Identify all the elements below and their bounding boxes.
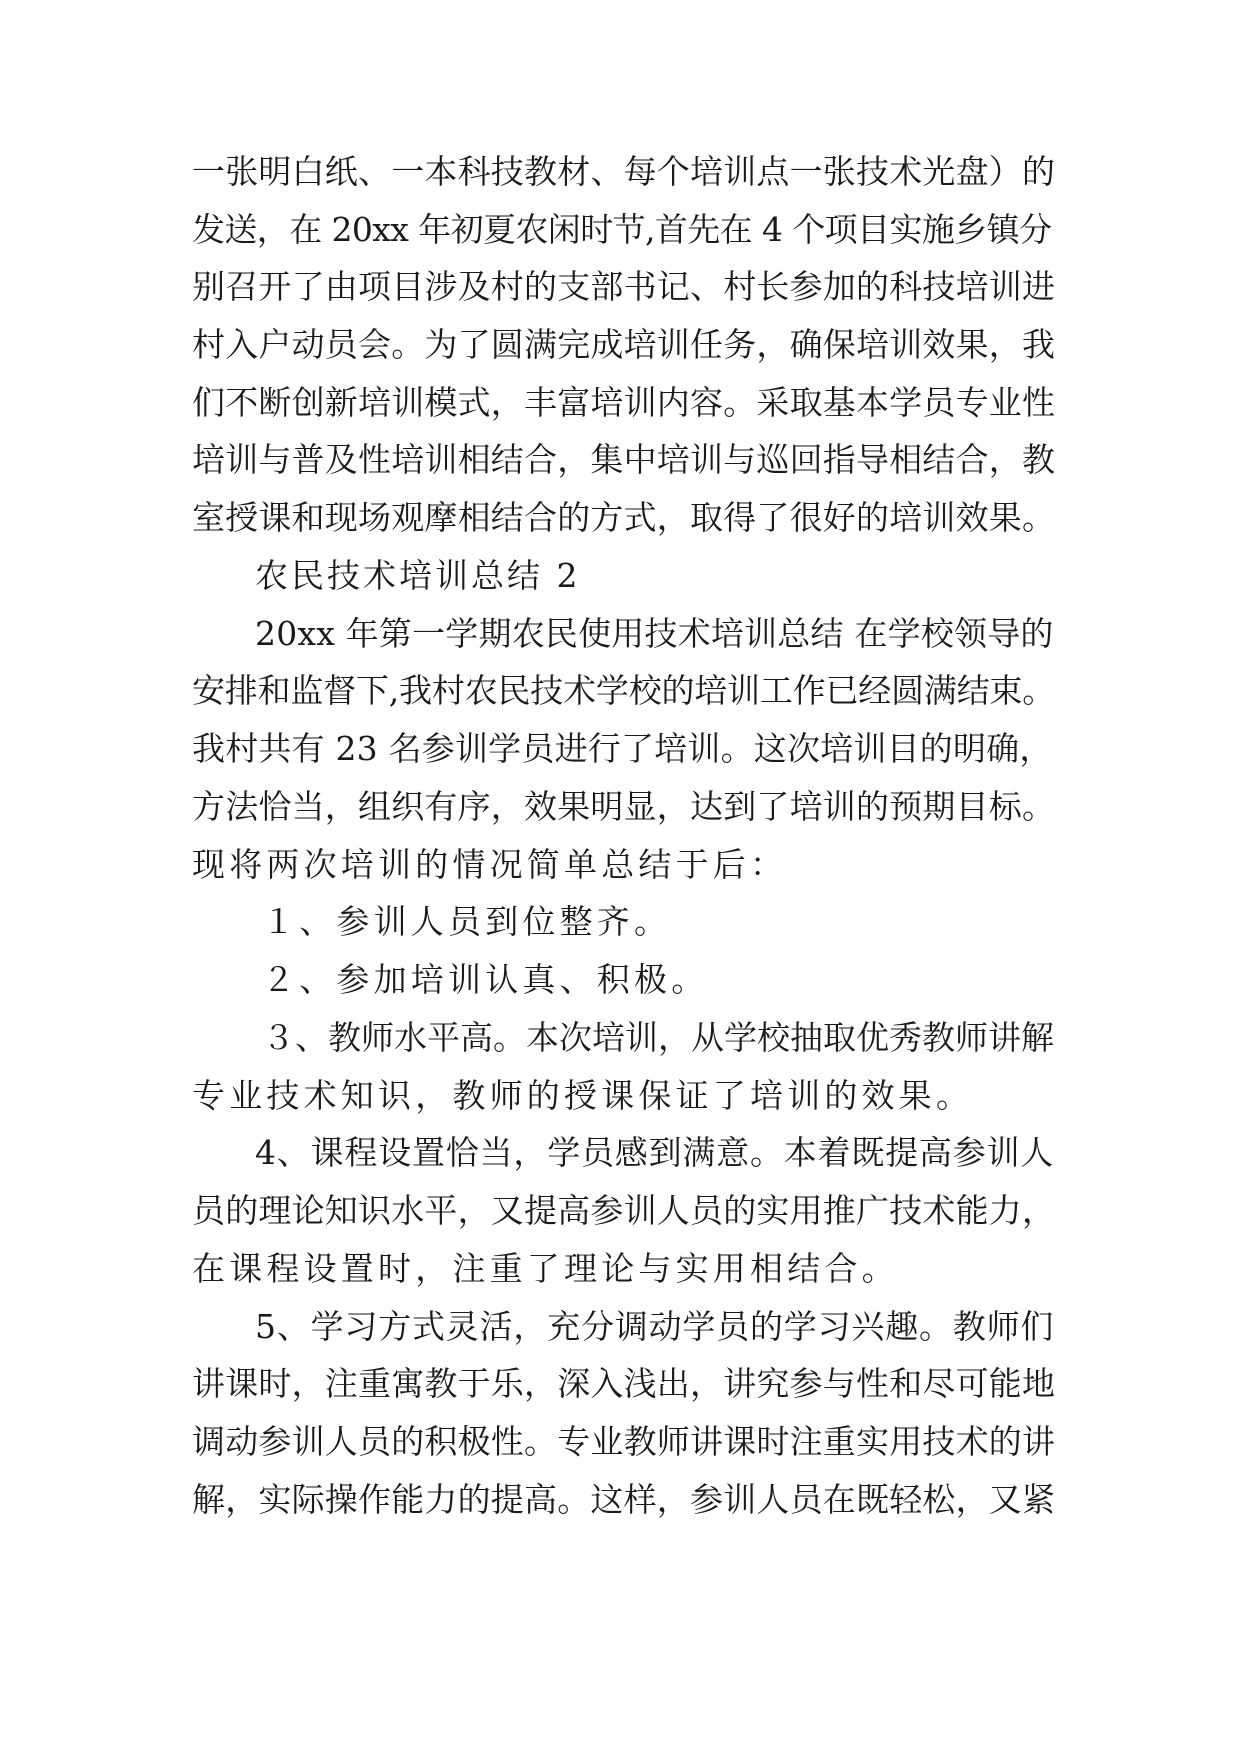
text-line: 现将两次培训的情况简单总结于后： (192, 845, 788, 884)
text-line: 20xx 年第一学期农民使用技术培训总结 在学校领导的 (255, 614, 1054, 653)
text-line: 我村共有 23 名参训学员进行了培训。这次培训目的明确， (192, 729, 1053, 768)
text-line: 村入户动员会。为了圆满完成培训任务，确保培训效果，我 (192, 325, 1056, 364)
text-line: 一张明白纸、一本科技教材、每个培训点一张技术光盘）的 (192, 152, 1056, 191)
list-item: ２、参加培训认真、积极。 (262, 960, 709, 999)
text-line: 专业技术知识，教师的授课保证了培训的效果。 (192, 1076, 974, 1115)
text-line: 别召开了由项目涉及村的支部书记、村长参加的科技培训进 (192, 267, 1056, 306)
text-line: 室授课和现场观摩相结合的方式，取得了很好的培训效果。 (192, 498, 1056, 537)
text-line: 在课程设置时，注重了理论与实用相结合。 (192, 1249, 899, 1288)
text-line: 安排和监督下,我村农民技术学校的培训工作已经圆满结束。 (192, 671, 1056, 710)
text-line: 讲课时，注重寓教于乐，深入浅出，讲究参与性和尽可能地 (192, 1364, 1056, 1403)
text-line: 调动参训人员的积极性。专业教师讲课时注重实用技术的讲 (192, 1422, 1056, 1461)
list-item: ３、教师水平高。本次培训，从学校抽取优秀教师讲解 (262, 1018, 1054, 1057)
list-item: 5、学习方式灵活，充分调动学员的学习兴趣。教师们 (255, 1307, 1055, 1346)
text-line: 员的理论知识水平，又提高参训人员的实用推广技术能力， (192, 1191, 1056, 1230)
text-line: 发送，在 20xx 年初夏农闲时节,首先在 4 个项目实施乡镇分 (192, 210, 1052, 249)
text-line: 们不断创新培训模式，丰富培训内容。采取基本学员专业性 (192, 383, 1056, 422)
text-line: 方法恰当，组织有序，效果明显，达到了培训的预期目标。 (192, 787, 1056, 826)
section-title: 农民技术培训总结 2 (255, 556, 581, 595)
text-line: 培训与普及性培训相结合，集中培训与巡回指导相结合，教 (192, 440, 1056, 479)
list-item: 4、课程设置恰当，学员感到满意。本着既提高参训人 (255, 1133, 1055, 1172)
text-line: 解，实际操作能力的提高。这样，参训人员在既轻松，又紧 (192, 1480, 1056, 1519)
list-item: １、参训人员到位整齐。 (262, 902, 672, 941)
